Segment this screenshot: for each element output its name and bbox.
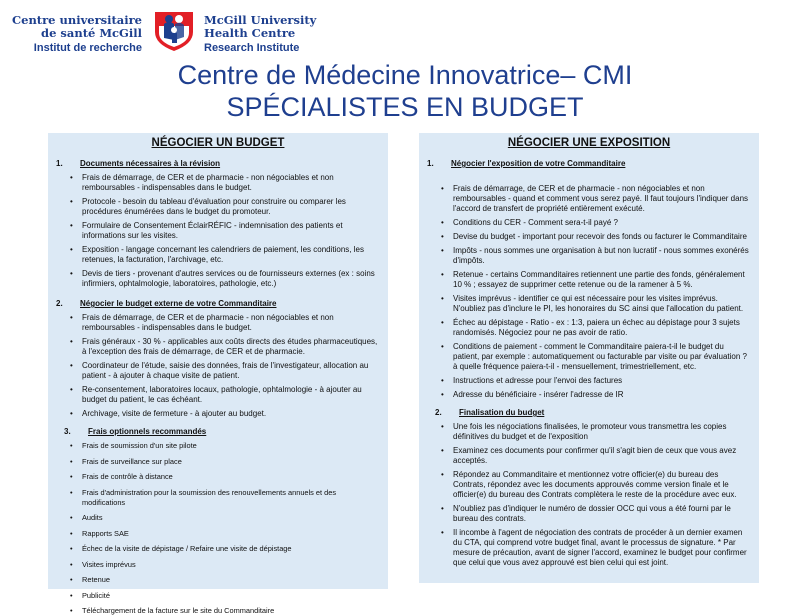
section-heading xyxy=(435,408,751,417)
logo-line: de santé McGill xyxy=(41,26,142,40)
list-item: • Devise du budget - important pour recevoir des fonds ou facturer le Commanditaire xyxy=(441,232,751,242)
list-item: • Visites imprévus - identifier ce qui est nécessaire pour les visites imprévus. N'oubliez pas d'inclure le PI, les honoraires du SC ainsi que l'allocation du patient. xyxy=(441,294,751,314)
list-item: • Conditions de paiement - comment le Commanditaire paiera-t-il le budget du patient, par exemple : automatiquement ou facturable par visite ou par évaluation ? à quelle fréquence paiera-t-il - mensuellement, trimestriellement, etc. xyxy=(441,342,751,372)
list-item: • Retenue xyxy=(70,575,380,585)
section-title: Finalisation du budget xyxy=(459,408,545,417)
list-item: • Devis de tiers - provenant d'autres services ou de fournisseurs externes (ex : soins infirmiers, ophtalmologie, laboratoires, pathologie, etc.) xyxy=(70,269,380,289)
section-heading xyxy=(56,159,380,168)
section-title: Négocier l'exposition de votre Commanditaire xyxy=(451,159,626,168)
list-item: • Examinez ces documents pour confirmer qu'il s'agit bien de ceux que vous avez acceptés. xyxy=(441,446,751,466)
bullet-list xyxy=(70,173,380,289)
list-item: • Frais de démarrage, de CER et de pharmacie - non négociables et non remboursables - indispensables dans le budget. xyxy=(70,173,380,193)
bullet-list xyxy=(441,422,751,568)
page-subtitle: SPÉCIALISTES EN BUDGET xyxy=(226,92,584,122)
negotiate-budget-panel xyxy=(48,133,388,615)
section-heading xyxy=(427,159,751,168)
section-number: 1. xyxy=(56,159,63,168)
bullet-list xyxy=(70,313,380,419)
list-item: • Échec au dépistage - Ratio - ex : 1:3, paiera un échec au dépistage pour 3 sujets randomisés. Négociez pour ne pas avoir de ratio. xyxy=(441,318,751,338)
section-number: 2. xyxy=(56,299,63,308)
list-item: • Exposition - langage concernant les calendriers de paiement, les conditions, les retenues, la facturation, l'archivage, etc. xyxy=(70,245,380,265)
list-item: • Il incombe à l'agent de négociation des contrats de procéder à un dernier examen du CTA, qui comprend votre budget final, avant le processus de signature. * Par mesure de précaution, avant de signer l'accord, examinez le budget pour confirmer que celui que vous avez approuvé est bien celui qui est joint. xyxy=(441,528,751,568)
list-item: • Publicité xyxy=(70,591,380,601)
list-item: • Visites imprévus xyxy=(70,560,380,570)
logo-line: McGill University xyxy=(204,13,317,27)
list-item: • Frais de démarrage, de CER et de pharmacie - non négociables et non remboursables - quand et comment vous serez payé. Il faut toujours l'indiquer dans l'accord de transfert de propriété entièrement exécuté. xyxy=(441,184,751,214)
logo-line: Institut de recherche xyxy=(33,42,142,54)
negotiate-exposition-panel xyxy=(419,133,759,583)
list-item: • Frais de contrôle à distance xyxy=(70,472,380,482)
bullet-list xyxy=(70,441,380,616)
list-item: • Frais de soumission d'un site pilote xyxy=(70,441,380,451)
list-item: • Frais de démarrage, de CER et de pharmacie - non négociables et non remboursables - indispensables dans le budget. xyxy=(70,313,380,333)
section-number: 3. xyxy=(64,427,71,436)
section-title: Documents nécessaires à la révision xyxy=(80,159,221,168)
list-item: • Une fois les négociations finalisées, le promoteur vous transmettra les copies définitives du budget et de l'exposition xyxy=(441,422,751,442)
list-item: • Conditions du CER - Comment sera-t-il payé ? xyxy=(441,218,751,228)
section-heading xyxy=(56,299,380,308)
list-item: • Adresse du bénéficiaire - insérer l'adresse de IR xyxy=(441,390,751,400)
list-item: • Instructions et adresse pour l'envoi des factures xyxy=(441,376,751,386)
panel-heading: NÉGOCIER UNE EXPOSITION xyxy=(507,137,671,149)
section-title: Frais optionnels recommandés xyxy=(88,427,207,436)
panel-heading: NÉGOCIER UN BUDGET xyxy=(151,137,285,149)
logo-french xyxy=(8,14,142,56)
list-item: • Impôts - nous sommes une organisation à but non lucratif - nous sommes exonérés d'impôts. xyxy=(441,246,751,266)
list-item: • Protocole - besoin du tableau d'évaluation pour construire ou comparer les procédures énumérées dans le budget du promoteur. xyxy=(70,197,380,217)
section-number: 2. xyxy=(435,408,442,417)
logo-line: Centre universitaire xyxy=(11,13,142,27)
bullet-list xyxy=(441,184,751,400)
list-item: • Formulaire de Consentement ÉclairRÉFIC - indemnisation des patients et informations sur les visites. xyxy=(70,221,380,241)
logo-line: Research Institute xyxy=(204,42,300,54)
section-heading xyxy=(64,427,380,436)
section-number: 1. xyxy=(427,159,434,168)
logo-english xyxy=(204,14,316,56)
list-item: • Téléchargement de la facture sur le site du Commanditaire xyxy=(70,606,380,616)
list-item: • Retenue - certains Commanditaires retiennent une partie des fonds, généralement 10 % ; essayez de supprimer cette retenue ou de la ramener à 5 %. xyxy=(441,270,751,290)
list-item: • Audits xyxy=(70,513,380,523)
list-item: • N'oubliez pas d'indiquer le numéro de dossier OCC qui vous a été fourni par le bureau des contrats. xyxy=(441,504,751,524)
list-item: • Frais généraux - 30 % - applicables aux coûts directs des études pharmaceutiques, à l'exception des frais de démarrage, de CER et de pharmacie. xyxy=(70,337,380,357)
list-item: • Frais de surveillance sur place xyxy=(70,457,380,467)
list-item: • Archivage, visite de fermeture - à ajouter au budget. xyxy=(70,409,380,419)
logo-line: Health Centre xyxy=(204,26,296,40)
list-item: • Frais d'administration pour la soumission des renouvellements annuels et des modifications xyxy=(70,488,380,508)
list-item: • Coordinateur de l'étude, saisie des données, frais de l'investigateur, allocation au patient - à ajouter à chaque visite de patient. xyxy=(70,361,380,381)
section-title: Négocier le budget externe de votre Commanditaire xyxy=(80,299,277,308)
list-item: • Répondez au Commanditaire et mentionnez votre officier(e) du bureau des Contrats, répondez avec les documents approuvés comme version finale et le officier(e) du bureau des Contrats complètera le reste de la procédure avec eux. xyxy=(441,470,751,500)
page-title: Centre de Médecine Innovatrice– CMI xyxy=(177,60,633,90)
muhc-shield-icon xyxy=(152,10,196,52)
list-item: • Re-consentement, laboratoires locaux, pathologie, ophtalmologie - à ajouter au budget du patient, le cas échéant. xyxy=(70,385,380,405)
list-item: • Rapports SAE xyxy=(70,529,380,539)
list-item: • Échec de la visite de dépistage / Refaire une visite de dépistage xyxy=(70,544,380,554)
